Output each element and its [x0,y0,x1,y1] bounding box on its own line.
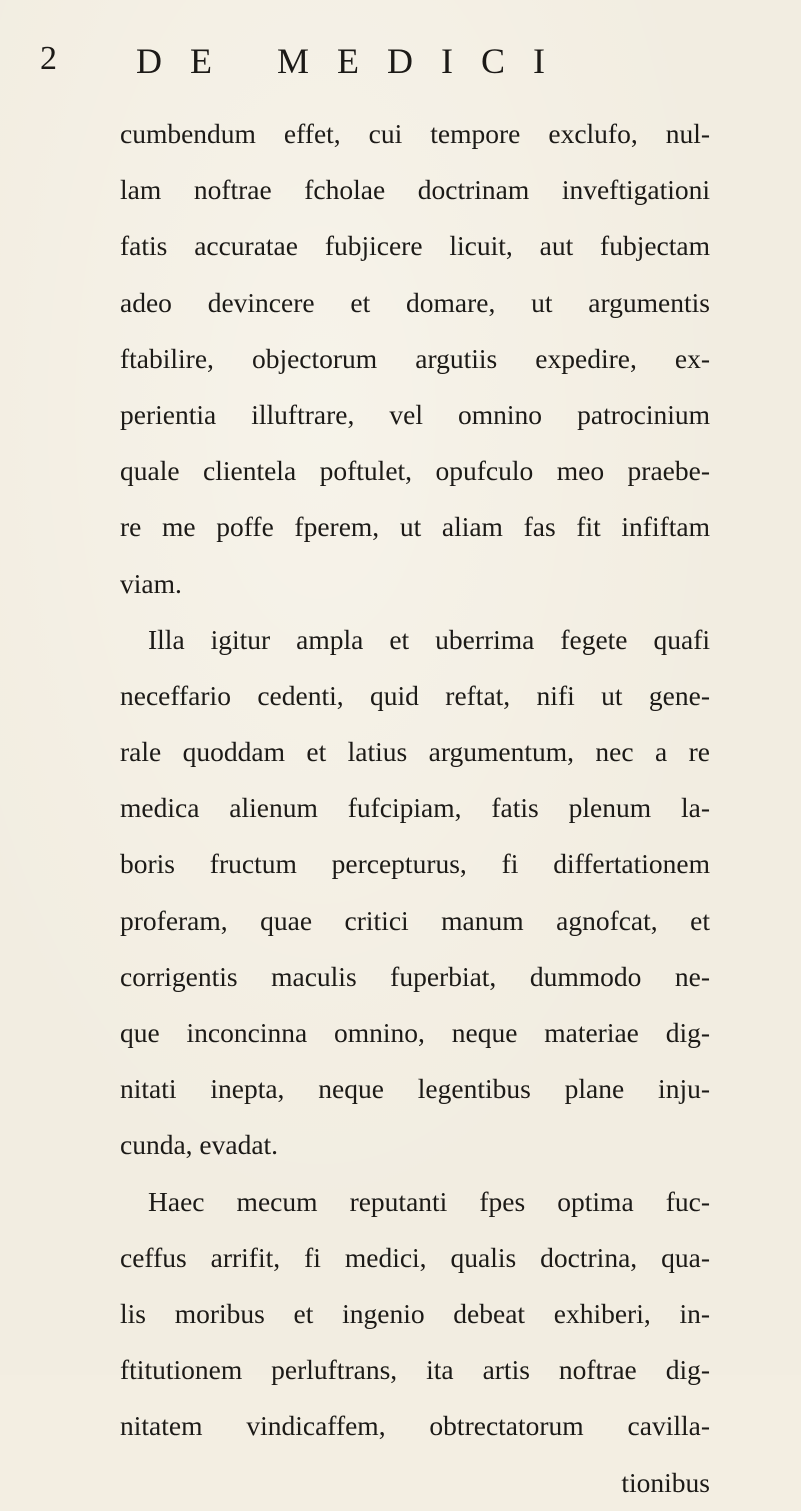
text-line: ceffus arrifit, fi medici, qualis doctrina, qua- [120,1241,710,1273]
text-line: nitati inepta, neque legentibus plane inju- [120,1073,710,1105]
text-line: ftabilire, objectorum argutiis expedire, ex- [120,342,710,374]
text-line: nitatem vindicaffem, obtrectatorum cavilla- [120,1410,710,1442]
text-line: Haec mecum reputanti fpes optima fuc- [148,1185,710,1217]
text-line: neceffario cedenti, quid reftat, nifi ut gene- [120,679,710,711]
catchword: tionibus [621,1466,710,1498]
text-line: proferam, quae critici manum agnofcat, et [120,904,710,936]
text-line: boris fructum percepturus, fi differtationem [120,848,710,880]
body-text [120,106,710,1511]
running-head: DE MEDICI [136,41,573,81]
text-line: perientia illuftrare, vel omnino patrocinium [120,398,710,430]
text-line: lam noftrae fcholae doctrinam inveftigationi [120,174,710,206]
text-line: ftitutionem perluftrans, ita artis noftrae dig- [120,1354,710,1386]
text-line: que inconcinna omnino, neque materiae dig- [120,1017,710,1048]
text-line: cunda, evadat. [120,1129,279,1161]
page-header [40,40,660,96]
text-line: fatis accuratae fubjicere licuit, aut fubjectam [120,230,710,262]
text-line: cumbendum effet, cui tempore exclufo, nul- [120,118,710,149]
text-line: corrigentis maculis fuperbiat, dummodo ne- [120,960,710,992]
text-line: viam. [120,567,182,599]
text-line: lis moribus et ingenio debeat exhiberi, in- [120,1297,710,1329]
text-line: re me poffe fperem, ut aliam fas fit infiftam [120,511,710,543]
text-line: rale quoddam et latius argumentum, nec a re [120,736,710,768]
text-line: medica alienum fufcipiam, fatis plenum la- [120,792,710,824]
text-line: quale clientela poftulet, opufculo meo praebe- [120,455,710,487]
text-line: Illa igitur ampla et uberrima fegete quafi [148,623,710,655]
page-number: 2 [40,40,57,77]
text-line: adeo devincere et domare, ut argumentis [120,286,710,318]
